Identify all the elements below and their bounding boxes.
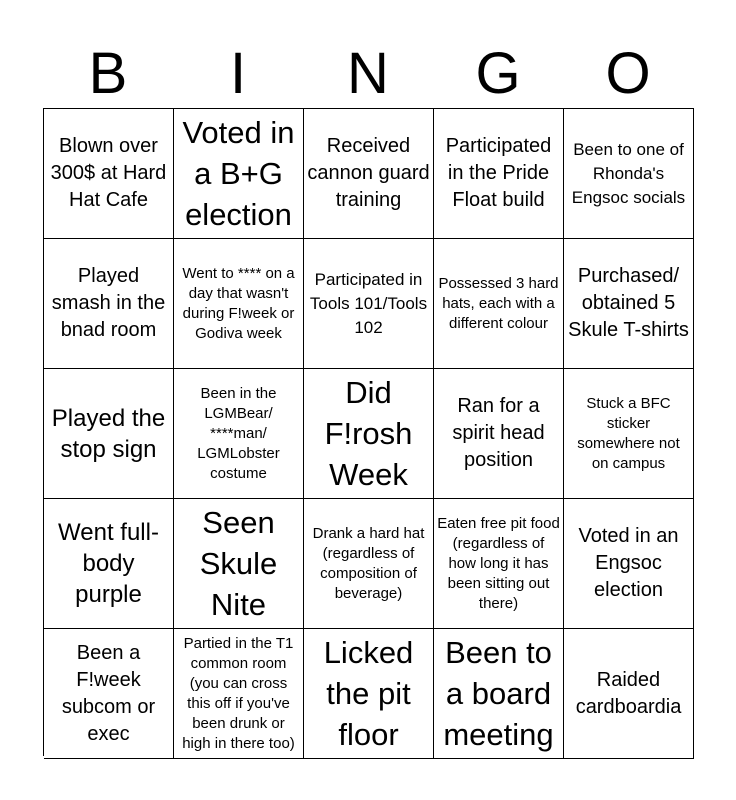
bingo-square[interactable] (564, 109, 694, 239)
bingo-square[interactable] (44, 629, 174, 759)
bingo-square[interactable] (564, 369, 694, 499)
bingo-square[interactable] (44, 239, 174, 369)
square-text: Participated in the Pride Float build (445, 135, 552, 211)
bingo-card-grid (43, 108, 694, 756)
bingo-square[interactable] (304, 499, 434, 629)
bingo-square[interactable] (434, 109, 564, 239)
header-letter-o: O (605, 41, 651, 106)
square-text: Voted in a B+G election (182, 115, 295, 232)
square-text: Went to **** on a day that wasn't during F!week or Godiva week (182, 264, 295, 342)
bingo-square[interactable] (174, 629, 304, 759)
bingo-square[interactable] (304, 369, 434, 499)
bingo-square[interactable] (304, 629, 434, 759)
square-text: Partied in the T1 common room (you can cross this off if you've been drunk or high in there too) (182, 634, 295, 752)
bingo-square[interactable] (174, 369, 304, 499)
bingo-square[interactable] (564, 499, 694, 629)
bingo-square[interactable] (44, 109, 174, 239)
bingo-square[interactable] (174, 109, 304, 239)
bingo-square[interactable] (434, 629, 564, 759)
square-text: Been in the LGMBear/ ****man/ LGMLobster costume (197, 384, 280, 482)
bingo-square[interactable] (434, 369, 564, 499)
bingo-square[interactable] (174, 239, 304, 369)
square-text: Drank a hard hat (regardless of composition of beverage) (312, 524, 425, 602)
bingo-square[interactable] (434, 239, 564, 369)
bingo-square[interactable] (564, 629, 694, 759)
square-text: Raided cardboardia (575, 668, 682, 718)
square-text: Been a F!week subcom or exec (61, 641, 156, 745)
square-text: Seen Skule Nite (199, 505, 278, 622)
square-text: Purchased/ obtained 5 Skule T-shirts (568, 265, 689, 341)
header-letter-g: G (475, 41, 521, 106)
bingo-square[interactable] (174, 499, 304, 629)
square-text: Voted in an Engsoc election (578, 525, 679, 601)
header-letter-n: N (347, 41, 389, 106)
square-text: Went full-body purple (58, 519, 159, 608)
header-letter-b: B (88, 41, 128, 106)
bingo-square[interactable] (434, 499, 564, 629)
square-text: Blown over 300$ at Hard Hat Cafe (50, 135, 167, 211)
bingo-square[interactable] (304, 109, 434, 239)
square-text: Licked the pit floor (323, 635, 414, 752)
square-text: Possessed 3 hard hats, each with a different colour (438, 274, 559, 332)
bingo-square[interactable] (304, 239, 434, 369)
square-text: Played smash in the bnad room (51, 265, 166, 341)
square-text: Eaten free pit food (regardless of how long it has been sitting out there) (437, 514, 560, 612)
bingo-header (43, 40, 693, 108)
square-text: Been to a board meeting (443, 635, 554, 752)
square-text: Participated in Tools 101/Tools 102 (309, 269, 428, 337)
square-text: Played the stop sign (51, 404, 166, 463)
square-text: Been to one of Rhonda's Engsoc socials (571, 139, 686, 207)
square-text: Did F!rosh Week (324, 375, 413, 492)
bingo-square[interactable] (44, 369, 174, 499)
square-text: Stuck a BFC sticker somewhere not on campus (577, 394, 680, 472)
square-text: Received cannon guard training (307, 135, 430, 211)
square-text: Ran for a spirit head position (452, 395, 545, 471)
header-letter-i: I (229, 41, 247, 106)
bingo-square[interactable] (564, 239, 694, 369)
bingo-square[interactable] (44, 499, 174, 629)
